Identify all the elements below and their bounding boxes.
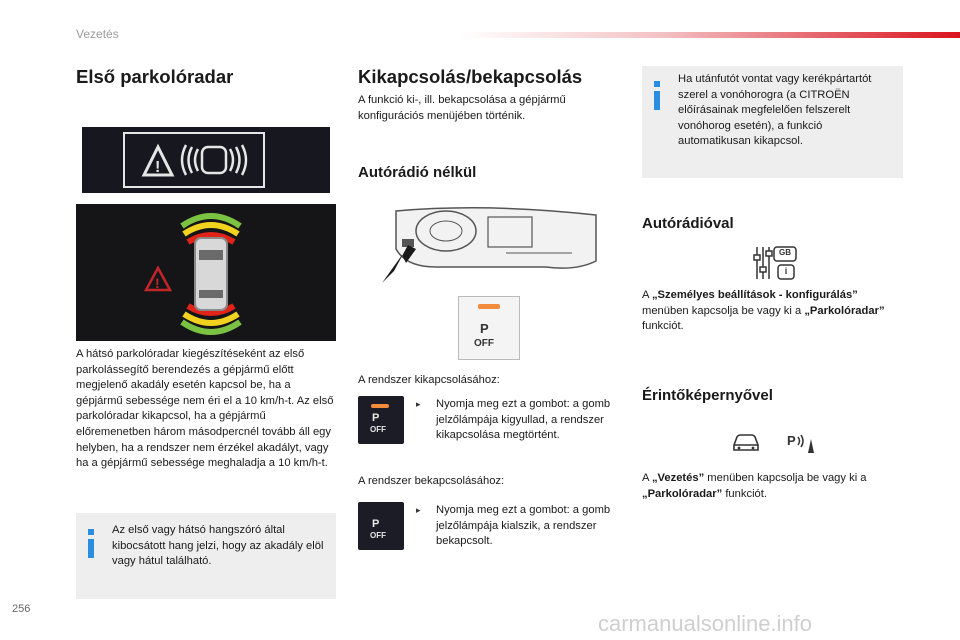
button-lamp [478,304,500,309]
touch-post: funkciót. [722,487,767,500]
subtitle-with-radio: Autórádióval [642,215,734,232]
info-label: i [784,266,788,276]
right-note-text: Ha utánfutót vontat vagy kerékpártartót szerel a vonóhorogra (a CITROËN előírásainak megfelelően felszerelt vonóhorog esetén), a funkció automatikusan kikapcsol. [678,73,872,148]
button-off-label: OFF [474,338,494,349]
button-lamp-on [371,404,389,408]
front-radar-display-icon [82,127,330,193]
parking-sensor-icon [786,431,816,455]
radio-function-name: „Parkolóradar” [804,304,885,317]
parking-button-off-state[interactable] [358,396,404,444]
svg-text:!: ! [155,159,161,176]
middle-intro: A funkció ki-, ill. bekapcsolása a gépjármű konfigurációs menüjében történik. [358,94,566,122]
svg-text:!: ! [155,275,160,291]
radio-instructions [642,288,904,335]
step-bullet-icon: ▸ [416,399,421,409]
radio-mid: menüben kapcsolja be vagy ki a [642,304,805,317]
step-bullet-icon: ▸ [416,505,421,515]
svg-text:P: P [787,433,796,448]
header-accent-bar [460,32,960,38]
button-off-label: OFF [370,425,386,434]
right-info-note [642,66,903,178]
left-title: Első parkolóradar [76,66,234,87]
touch-instructions [642,471,904,502]
button-lamp-off [371,510,389,514]
button-p-label: P [480,321,489,336]
subtitle-touchscreen: Érintőképernyővel [642,387,773,404]
middle-title: Kikapcsolás/bekapcsolás [358,66,583,87]
dashboard-icon [376,205,600,289]
off-intro: A rendszer kikapcsolásához: [358,374,500,386]
front-radar-display-small [82,127,330,193]
radio-pre: A [642,289,652,301]
left-note-text: Az első vagy hátsó hangszóró által kibocsátott hang jelzi, hogy az akadály elöl vagy hátul található. [112,524,324,568]
parking-off-button-large[interactable] [458,296,520,360]
parking-zones-icon [76,204,336,341]
car-icon [731,431,761,453]
touch-pre: A [642,472,652,484]
page-number: 256 [12,603,31,615]
left-info-note [76,513,336,599]
button-p-label: P [372,412,380,424]
radio-menu-name: „Személyes beállítások - konfigurálás” [651,289,858,301]
section-label: Vezetés [76,27,119,41]
on-step: Nyomja meg ezt a gombot: a gomb jelzőlámpája kialszik, a rendszer bekapcsolt. [436,504,611,548]
subtitle-without-radio: Autórádió nélkül [358,164,477,181]
on-intro: A rendszer bekapcsolásához: [358,475,505,487]
dashboard-illustration [376,205,600,289]
info-icon [88,539,94,558]
info-icon [654,91,660,110]
parking-button-on-state[interactable] [358,502,404,550]
front-radar-display-large [76,204,336,341]
button-off-label: OFF [370,531,386,540]
touch-function-name: „Parkolóradar” [642,487,723,500]
gb-label: GB [779,248,791,257]
touch-menu-name: „Vezetés” [651,472,705,484]
button-p-label: P [372,518,380,530]
settings-sliders-icon [752,245,800,281]
touch-mid: menüben kapcsolja be vagy ki a [704,472,867,484]
off-step: Nyomja meg ezt a gombot: a gomb jelzőlámpája kigyullad, a rendszer kikapcsolása megtörtént. [436,398,611,442]
left-paragraph: A hátsó parkolóradar kiegészítéseként az első parkolássegítő berendezés a gépjármű előtt megjelenő akadály esetén kapcsol be, ha a gépjármű sebessége nem éri el a 10 km/h-t. Az első parkolóradar kikapcsol, ha a gépjármű előremenetben három másodpercnél tovább áll egy helyben, ha a rendszer nem érzékel akadályt, vagy ha a gépjármű sebessége meghaladja a 10 km/h-t. [76,348,334,470]
watermark: carmanualsonline.info [598,611,813,636]
radio-post: funkciót. [642,320,684,333]
